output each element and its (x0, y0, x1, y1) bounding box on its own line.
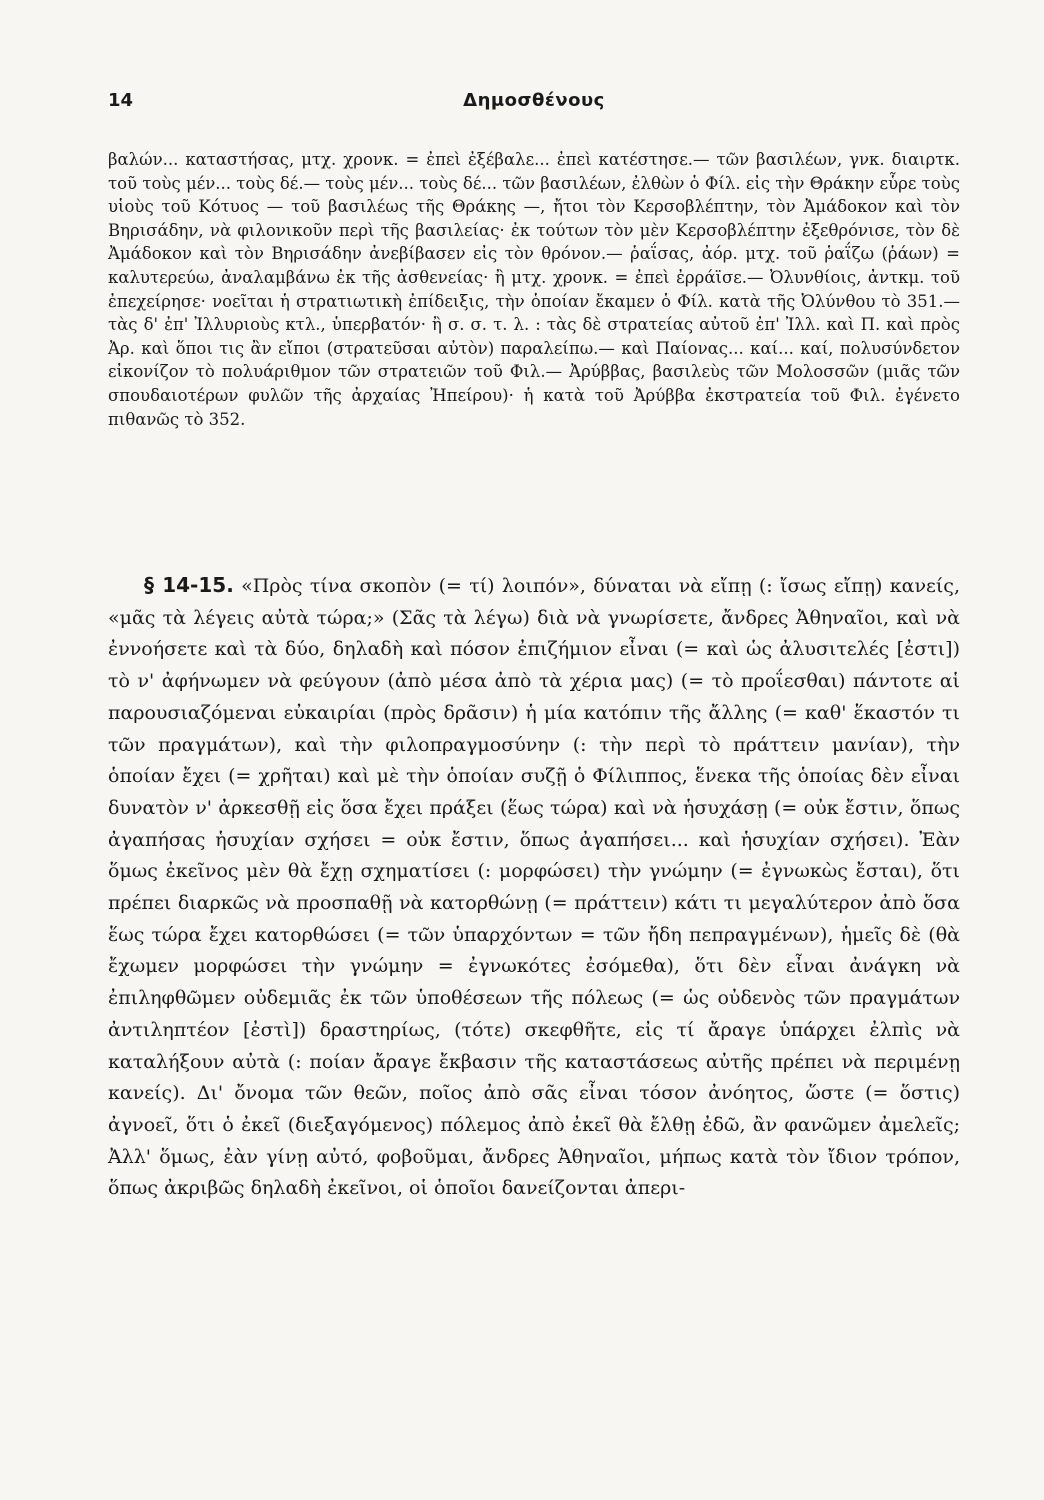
commentary-notes (108, 148, 960, 431)
translation-paragraph (108, 570, 960, 1205)
running-head (108, 90, 960, 114)
translation-section (108, 570, 960, 1205)
page-title: Δημοσθένους (463, 90, 605, 111)
section-number: § 14-15. (144, 573, 234, 597)
translation-text: «Πρὸς τίνα σκοπὸν (= τί) λοιπόν», δύναται νὰ εἴπῃ (: ἴσως εἴπῃ) κανείς, «μᾶς τὰ λέγεις αὐτὰ τώρα;» (Σᾶς τὰ λέγω) διὰ νὰ γνωρίσετε, ἄνδρες Ἀθηναῖοι, καὶ νὰ ἐννοήσετε καὶ τὰ δύο, δηλαδὴ καὶ πόσον ἐπιζήμιον εἶναι (= καὶ ὡς ἀλυσιτελές [ἐστι]) τὸ ν' ἀφήνωμεν νὰ φεύγουν (ἀπὸ μέσα ἀπὸ τὰ χέρια μας) (= τὸ προΐεσθαι) πάντοτε αἱ παρουσιαζόμεναι εὐκαιρίαι (πρὸς δρᾶσιν) ἡ μία κατόπιν τῆς ἄλλης (= καθ' ἕκαστόν τι τῶν πραγμάτων), καὶ τὴν φιλοπραγμοσύνην (: τὴν περὶ τὸ πράττειν μανίαν), τὴν ὁποίαν ἔχει (= χρῆται) καὶ μὲ τὴν ὁποίαν συζῇ ὁ Φίλιππος, ἕνεκα τῆς ὁποίας δὲν εἶναι δυνατὸν ν' ἀρκεσθῇ εἰς ὅσα ἔχει πράξει (ἕως τώρα) καὶ νὰ ἡσυχάσῃ (= οὐκ ἔστιν, ὅπως ἀγαπήσας ἡσυχίαν σχήσει = οὐκ ἔστιν, ὅπως ἀγαπήσει... καὶ ἡσυχίαν σχήσει). Ἐὰν ὅμως ἐκεῖνος μὲν θὰ ἔχῃ σχηματίσει (: μορφώσει) τὴν γνώμην (= ἐγνωκὼς ἔσται), ὅτι πρέπει διαρκῶς νὰ προσπαθῇ νὰ κατορθώνῃ (= πράττειν) κάτι τι μεγαλύτερον ἀπὸ ὅσα ἕως τώρα ἔχει κατορθώσει (= τῶν ὑπαρχόντων = τῶν ἤδη πεπραγμένων), ἡμεῖς δὲ (θὰ ἔχωμεν μορφώσει τὴν γνώμην = ἐγνωκότες ἐσόμεθα), ὅτι δὲν εἶναι ἀνάγκη νὰ ἐπιληφθῶμεν οὐδεμιᾶς ἐκ τῶν ὑποθέσεων τῆς πόλεως (= ὡς οὐδενὸς τῶν πραγμάτων ἀντιληπτέον [ἐστὶ]) δραστηρίως, (τότε) σκεφθῆτε, εἰς τί ἄραγε ὑπάρχει ἐλπὶς νὰ καταλήξουν αὐτὰ (: ποίαν ἄραγε ἔκβασιν τῆς καταστάσεως αὐτῆς πρέπει νὰ περιμένῃ κανείς). Δι' ὄνομα τῶν θεῶν, ποῖος ἀπὸ σᾶς εἶναι τόσον ἀνόητος, ὥστε (= ὅστις) ἀγνοεῖ, ὅτι ὁ ἐκεῖ (διεξαγόμενος) πόλεμος ἀπὸ ἐκεῖ θὰ ἔλθῃ ἐδῶ, ἂν φανῶμεν ἀμελεῖς; Ἀλλ' ὅμως, ἐὰν γίνῃ αὐτό, φοβοῦμαι, ἄνδρες Ἀθηναῖοι, μήπως κατὰ τὸν ἴδιον τρόπον, ὅπως ἀκριβῶς δηλαδὴ ἐκεῖνοι, οἱ ὁποῖοι δανείζονται ἀπερι- (108, 575, 960, 1200)
page-number: 14 (108, 90, 134, 111)
commentary-paragraph: βαλών... καταστήσας, μτχ. χρονκ. = ἐπεὶ ἐξέβαλε... ἐπεὶ κατέστησε.— τῶν βασιλέων, γνκ. διαιρτκ. τοῦ τοὺς μέν... τοὺς δέ.— τοὺς μέν... τοὺς δέ... τῶν βασιλέων, ἐλθὼν ὁ Φίλ. εἰς τὴν Θράκην εὗρε τοὺς υἱοὺς τοῦ Κότυος — τοῦ βασιλέως τῆς Θράκης —, ἤτοι τὸν Κερσοβλέπτην, τὸν Ἀμάδοκον καὶ τὸν Βηρισάδην, νὰ φιλονικοῦν περὶ τῆς βασιλείας· ἐκ τούτων τὸν μὲν Κερσοβλέπτην ἐξεθρόνισε, τὸν δὲ Ἀμάδοκον καὶ τὸν Βηρισάδην ἀνεβίβασεν εἰς τὸν θρόνον.— ῥαΐσας, ἀόρ. μτχ. τοῦ ῥαΐζω (ῥάων) = καλυτερεύω, ἀναλαμβάνω ἐκ τῆς ἀσθενείας· ἢ μτχ. χρονκ. = ἐπεὶ ἐρράϊσε.— Ὀλυνθίοις, ἀντκμ. τοῦ ἐπεχείρησε· νοεῖται ἡ στρατιωτικὴ ἐπίδειξις, τὴν ὁποίαν ἔκαμεν ὁ Φίλ. κατὰ τῆς Ὀλύνθου τὸ 351.— τὰς δ' ἐπ' Ἰλλυριοὺς κτλ., ὑπερβατόν· ἢ σ. σ. τ. λ. : τὰς δὲ στρατείας αὐτοῦ ἐπ' Ἰλλ. καὶ Π. καὶ πρὸς Ἀρ. καὶ ὅποι τις ἂν εἴποι (στρατεῦσαι αὐτὸν) παραλείπω.— καὶ Παίονας... καί... καί, πολυσύνδετον εἰκονίζον τὸ πολυάριθμον τῶν στρατειῶν τοῦ Φιλ.— Ἀρύββας, βασιλεὺς τῶν Μολοσσῶν (μιᾶς τῶν σπουδαιοτέρων φυλῶν τῆς ἀρχαίας Ἠπείρου)· ἡ κατὰ τοῦ Ἀρύββα ἐκστρατεία τοῦ Φιλ. ἐγένετο πιθανῶς τὸ 352. (108, 150, 960, 429)
